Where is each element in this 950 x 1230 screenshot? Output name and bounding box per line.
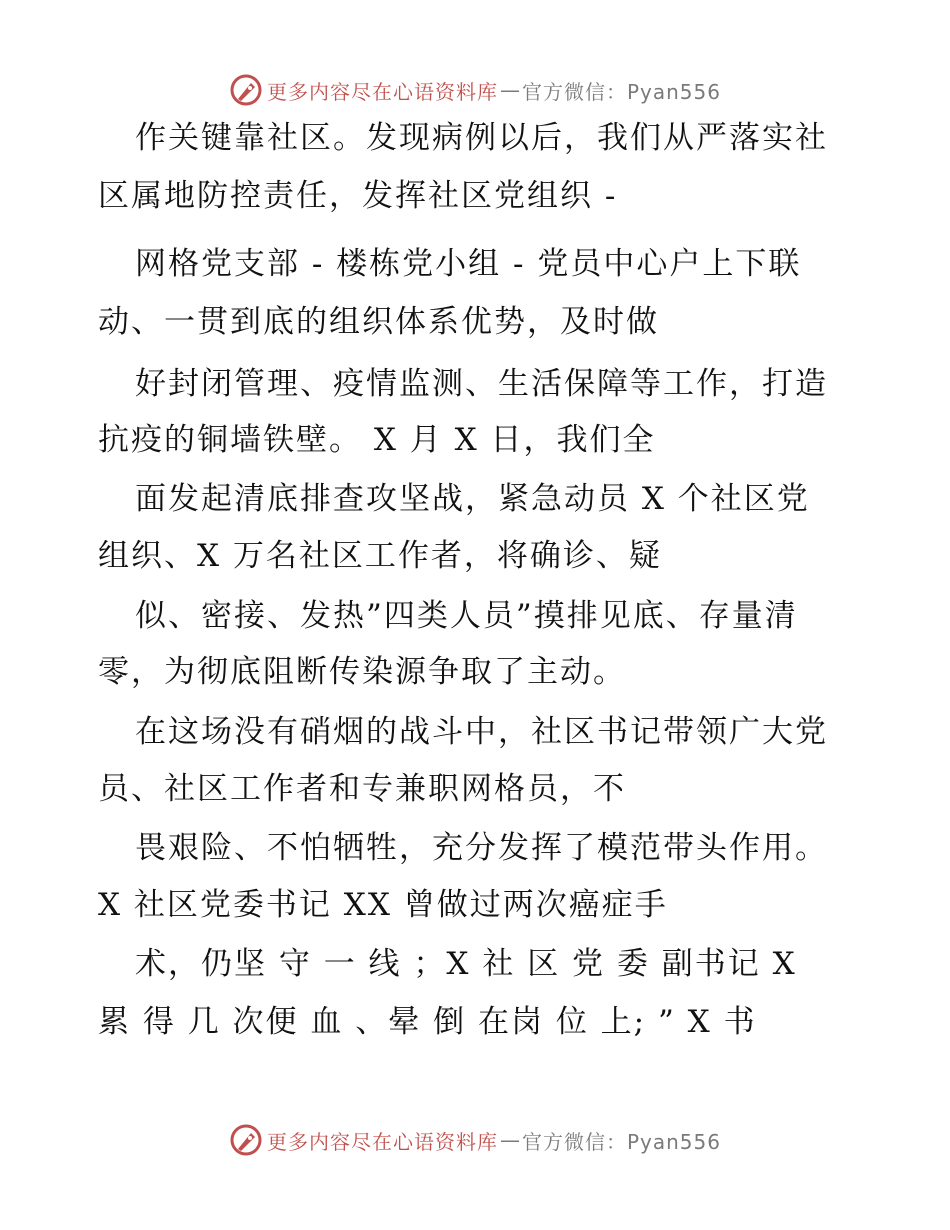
text-line: 似、密接、发热”四类人员”摸排见底、存量清: [135, 598, 798, 634]
text-line: 零，为彻底阻断传染源争取了主动。: [98, 654, 626, 690]
text-line: 面发起清底排查攻坚战，紧急动员 X 个社区党: [135, 481, 810, 517]
text-line: 区属地防控责任，发挥社区党组织 -: [98, 178, 618, 214]
watermark-separator: —: [499, 1128, 520, 1152]
header-watermark: [0, 70, 950, 110]
text-line: 动、一贯到底的组织体系优势，及时做: [98, 304, 659, 340]
text-line: X 社区党委书记 XX 曾做过两次癌症手: [98, 887, 668, 923]
text-line: 术，仍坚 守 一 线 ；X 社 区 党 委 副书记 X: [135, 946, 797, 982]
watermark-label: 更多内容尽在心语资料库: [266, 1129, 498, 1154]
watermark-contact: 官方微信：Pyan556: [521, 79, 721, 104]
text-line: 抗疫的铜墙铁壁。 X 月 X 日，我们全: [98, 422, 656, 458]
text-line: 员、社区工作者和专兼职网格员，不: [98, 771, 626, 807]
text-line: 网格党支部 - 楼栋党小组 - 党员中心户上下联: [135, 246, 802, 282]
text-line: 组织、X 万名社区工作者，将确诊、疑: [98, 538, 662, 574]
text-line: 作关键靠社区。发现病例以后，我们从严落实社: [135, 120, 828, 156]
watermark-separator: —: [499, 78, 520, 102]
text-line: 累 得 几 次便 血 、晕 倒 在岗 位 上; ” X 书: [98, 1004, 757, 1040]
footer-watermark: [0, 1120, 950, 1160]
pen-nib-logo-icon: [229, 73, 263, 107]
pen-nib-logo-icon: [229, 1123, 263, 1157]
watermark-label: 更多内容尽在心语资料库: [266, 79, 498, 104]
text-line: 在这场没有硝烟的战斗中，社区书记带领广大党: [135, 714, 828, 750]
watermark-contact: 官方微信：Pyan556: [521, 1129, 721, 1154]
text-line: 好封闭管理、疫情监测、生活保障等工作，打造: [135, 366, 828, 402]
text-line: 畏艰险、不怕牺牲，充分发挥了模范带头作用。: [135, 830, 828, 866]
